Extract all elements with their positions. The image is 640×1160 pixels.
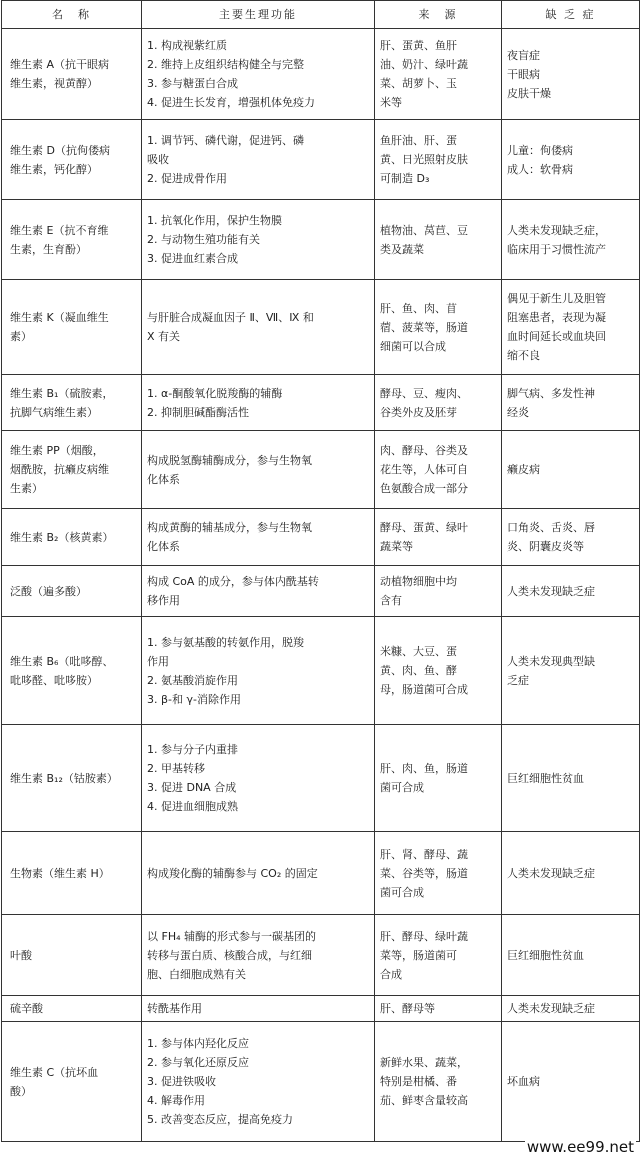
cell-line: 菌可合成 — [380, 885, 424, 899]
deficiency-cell — [502, 566, 640, 617]
functions-cell — [142, 617, 375, 725]
sources-cell — [375, 832, 502, 915]
table-row — [2, 617, 640, 725]
cell-line: 3. 促进铁吸收 — [147, 1075, 216, 1088]
deficiency-cell — [502, 120, 640, 200]
functions-cell — [142, 1022, 375, 1142]
cell-line: 含有 — [380, 594, 402, 607]
name-cell — [2, 280, 142, 375]
table-row — [2, 280, 640, 375]
cell-line: 转移与蛋白质、核酸合成，与红细 — [147, 948, 312, 962]
name-cell — [2, 915, 142, 996]
name-cell — [2, 375, 142, 431]
functions-cell — [142, 29, 375, 120]
deficiency-cell — [502, 200, 640, 280]
cell-line: 2. 维持上皮组织结构健全与完整 — [147, 58, 304, 71]
deficiency-cell — [502, 832, 640, 915]
cell-line: 肝、肾、酵母、蔬 — [380, 847, 468, 861]
cell-line: 谷类外皮及胚芽 — [380, 405, 457, 419]
table-body — [2, 29, 640, 1142]
cell-line: 花生等，人体可自 — [380, 463, 468, 476]
table-row — [2, 200, 640, 280]
cell-line: 肝、鱼、肉、苜 — [380, 301, 457, 315]
name-cell — [2, 509, 142, 566]
cell-line: 维生素 E（抗不育维 — [10, 223, 109, 237]
deficiency-cell — [502, 725, 640, 832]
cell-line: 2. 促进成骨作用 — [147, 172, 227, 185]
cell-line: 偶见于新生儿及胆管 — [507, 292, 606, 305]
cell-line: 维生素 A（抗干眼病 — [10, 58, 110, 71]
cell-line: 皮肤干燥 — [507, 86, 551, 100]
functions-cell — [142, 725, 375, 832]
cell-line: 癞皮病 — [507, 463, 540, 476]
cell-line: 作用 — [147, 654, 169, 668]
cell-line: 构成脱氢酶辅酶成分，参与生物氧 — [147, 453, 312, 467]
cell-line: 可制造 D₃ — [380, 172, 430, 185]
cell-line: 黄、肉、鱼、酵 — [380, 664, 457, 677]
cell-line: 3. β-和 γ-消除作用 — [147, 692, 241, 706]
cell-line: 儿童：佝偻病 — [507, 143, 573, 157]
sources-cell — [375, 725, 502, 832]
header-deficiency: 缺 乏 症 — [502, 1, 640, 29]
cell-line: 移作用 — [147, 594, 180, 607]
cell-line: 1. 参与体内羟化反应 — [147, 1037, 249, 1050]
cell-line: 吡哆醛、吡哆胺） — [10, 673, 98, 687]
cell-line: 酵母、蛋黄、绿叶 — [380, 521, 468, 534]
cell-line: 菜等，肠道菌可 — [380, 948, 457, 962]
cell-line: 肝、酵母等 — [380, 1002, 435, 1015]
header-sources: 来 源 — [375, 1, 502, 29]
functions-cell — [142, 120, 375, 200]
deficiency-cell — [502, 996, 640, 1022]
cell-line: 炎、阴囊皮炎等 — [507, 540, 584, 553]
name-cell — [2, 1022, 142, 1142]
deficiency-cell — [502, 375, 640, 431]
cell-line: 构成 CoA 的成分，参与体内酰基转 — [147, 575, 319, 588]
sources-cell — [375, 996, 502, 1022]
cell-line: 转酰基作用 — [147, 1002, 202, 1015]
functions-cell — [142, 200, 375, 280]
deficiency-cell — [502, 431, 640, 509]
cell-line: 人类未发现缺乏症 — [507, 1002, 595, 1015]
cell-line: Ⅹ 有关 — [147, 330, 181, 343]
deficiency-cell — [502, 1022, 640, 1142]
cell-line: 素） — [10, 330, 32, 343]
cell-line: 油、奶汁、绿叶蔬 — [380, 58, 468, 71]
cell-line: 特别是柑橘、番 — [380, 1075, 457, 1088]
cell-line: 坏血病 — [507, 1075, 540, 1088]
functions-cell — [142, 431, 375, 509]
table-header-row — [2, 1, 640, 29]
sources-cell — [375, 120, 502, 200]
functions-cell — [142, 915, 375, 996]
cell-line: 肝、酵母、绿叶蔬 — [380, 929, 468, 943]
deficiency-cell — [502, 915, 640, 996]
cell-line: 维生素，钙化醇） — [10, 162, 98, 176]
name-cell — [2, 617, 142, 725]
sources-cell — [375, 200, 502, 280]
cell-line: 吸收 — [147, 153, 169, 166]
cell-line: 临床用于习惯性流产 — [507, 242, 606, 256]
sources-cell — [375, 509, 502, 566]
cell-line: 维生素 D（抗佝偻病 — [10, 143, 110, 157]
cell-line: 维生素 B₁（硫胺素， — [10, 386, 114, 400]
cell-line: 2. 氨基酸消旋作用 — [147, 673, 238, 687]
cell-line: 肉、酵母、谷类及 — [380, 444, 468, 457]
cell-line: 胞、白细胞成熟有关 — [147, 967, 246, 981]
cell-line: 脚气病、多发性神 — [507, 386, 595, 400]
sources-cell — [375, 1022, 502, 1142]
sources-cell — [375, 617, 502, 725]
cell-line: 维生素 B₁₂（钴胺素） — [10, 771, 118, 785]
deficiency-cell — [502, 280, 640, 375]
table-row — [2, 915, 640, 996]
table-row — [2, 725, 640, 832]
sources-cell — [375, 566, 502, 617]
cell-line: 蓿、菠菜等，肠道 — [380, 320, 468, 334]
name-cell — [2, 566, 142, 617]
vitamin-table — [1, 0, 640, 1142]
cell-line: 泛酸（遍多酸） — [10, 584, 87, 598]
cell-line: 乏症 — [507, 673, 529, 687]
deficiency-cell — [502, 29, 640, 120]
cell-line: 5. 改善变态反应，提高免疫力 — [147, 1113, 293, 1126]
cell-line: 抗脚气病维生素） — [10, 405, 98, 419]
sources-cell — [375, 915, 502, 996]
cell-line: 母，肠道菌可合成 — [380, 683, 468, 696]
cell-line: 经炎 — [507, 405, 529, 419]
cell-line: 生素，生育酚） — [10, 242, 87, 256]
sources-cell — [375, 29, 502, 120]
cell-line: 维生素 PP（烟酸， — [10, 444, 104, 457]
cell-line: 细菌可以合成 — [380, 339, 446, 353]
cell-line: 化体系 — [147, 472, 180, 486]
table-row — [2, 1022, 640, 1142]
cell-line: 菜、胡萝卜、玉 — [380, 77, 457, 90]
cell-line: 3. 参与糖蛋白合成 — [147, 77, 238, 90]
cell-line: 蔬菜等 — [380, 540, 413, 553]
cell-line: 茄、鲜枣含量较高 — [380, 1094, 468, 1107]
name-cell — [2, 120, 142, 200]
table-row — [2, 996, 640, 1022]
cell-line: 肝、蛋黄、鱼肝 — [380, 39, 457, 52]
functions-cell — [142, 375, 375, 431]
functions-cell — [142, 280, 375, 375]
cell-line: 构成羧化酶的辅酶参与 CO₂ 的固定 — [147, 866, 318, 880]
cell-line: 阻塞患者，表现为凝 — [507, 311, 606, 324]
cell-line: 米等 — [380, 96, 402, 109]
cell-line: 4. 促进生长发育，增强机体免疫力 — [147, 96, 315, 109]
sources-cell — [375, 280, 502, 375]
cell-line: 1. 抗氧化作用，保护生物膜 — [147, 214, 282, 227]
table-row — [2, 431, 640, 509]
name-cell — [2, 29, 142, 120]
cell-line: 2. 抑制胆碱酯酶活性 — [147, 405, 249, 419]
header-functions: 主要生理功能 — [142, 1, 375, 29]
cell-line: 人类未发现典型缺 — [507, 654, 595, 668]
cell-line: 1. 参与氨基酸的转氨作用，脱羧 — [147, 635, 304, 649]
name-cell — [2, 431, 142, 509]
deficiency-cell — [502, 509, 640, 566]
cell-line: 色氨酸合成一部分 — [380, 482, 468, 495]
cell-line: 人类未发现缺乏症， — [507, 223, 606, 237]
cell-line: 酵母、豆、瘦肉、 — [380, 386, 468, 400]
cell-line: 人类未发现缺乏症 — [507, 584, 595, 598]
cell-line: 化体系 — [147, 540, 180, 553]
cell-line: 维生素 C（抗坏血 — [10, 1065, 99, 1079]
cell-line: 血时间延长或血块回 — [507, 330, 606, 343]
name-cell — [2, 725, 142, 832]
cell-line: 维生素，视黄醇） — [10, 77, 98, 90]
cell-line: 4. 解毒作用 — [147, 1094, 205, 1107]
cell-line: 类及蔬菜 — [380, 242, 424, 256]
cell-line: 鱼肝油、肝、蛋 — [380, 134, 457, 147]
table-row — [2, 509, 640, 566]
cell-line: 3. 促进血红素合成 — [147, 252, 238, 265]
cell-line: 生物素（维生素 H） — [10, 866, 110, 880]
cell-line: 维生素 B₂（核黄素） — [10, 530, 114, 544]
cell-line: 酸） — [10, 1084, 32, 1098]
functions-cell — [142, 509, 375, 566]
name-cell — [2, 200, 142, 280]
sources-cell — [375, 375, 502, 431]
table-row — [2, 832, 640, 915]
table-row — [2, 375, 640, 431]
cell-line: 3. 促进 DNA 合成 — [147, 781, 237, 794]
cell-line: 新鲜水果、蔬菜， — [380, 1056, 468, 1069]
cell-line: 干眼病 — [507, 67, 540, 81]
cell-line: 菜、谷类等，肠道 — [380, 866, 468, 880]
cell-line: 巨红细胞性贫血 — [507, 948, 584, 962]
cell-line: 1. 参与分子内重排 — [147, 743, 238, 756]
cell-line: 植物油、莴苣、豆 — [380, 223, 468, 237]
functions-cell — [142, 996, 375, 1022]
cell-line: 缩不良 — [507, 349, 540, 362]
cell-line: 人类未发现缺乏症 — [507, 866, 595, 880]
cell-line: 合成 — [380, 967, 402, 981]
cell-line: 以 FH₄ 辅酶的形式参与一碳基团的 — [147, 929, 317, 943]
cell-line: 维生素 K（凝血维生 — [10, 311, 109, 324]
cell-line: 1. 构成视紫红质 — [147, 39, 227, 52]
deficiency-cell — [502, 617, 640, 725]
cell-line: 硫辛酸 — [10, 1002, 43, 1015]
functions-cell — [142, 832, 375, 915]
cell-line: 夜盲症 — [507, 48, 540, 62]
cell-line: 1. 调节钙、磷代谢，促进钙、磷 — [147, 134, 304, 147]
functions-cell — [142, 566, 375, 617]
watermark: www.ee99.net — [526, 1138, 634, 1156]
cell-line: 维生素 B₆（吡哆醇、 — [10, 654, 114, 668]
table-row — [2, 120, 640, 200]
cell-line: 4. 促进血细胞成熟 — [147, 800, 238, 813]
cell-line: 烟酰胺，抗癞皮病维 — [10, 463, 109, 476]
cell-line: 生素） — [10, 482, 43, 495]
cell-line: 2. 与动物生殖功能有关 — [147, 233, 260, 246]
name-cell — [2, 832, 142, 915]
cell-line: 动植物细胞中均 — [380, 575, 457, 588]
table-row — [2, 566, 640, 617]
cell-line: 2. 参与氧化还原反应 — [147, 1056, 249, 1069]
cell-line: 成人：软骨病 — [507, 162, 573, 176]
cell-line: 口角炎、舌炎、唇 — [507, 521, 595, 534]
table-row — [2, 29, 640, 120]
cell-line: 2. 甲基转移 — [147, 762, 205, 775]
cell-line: 黄、日光照射皮肤 — [380, 153, 468, 166]
cell-line: 与肝脏合成凝血因子 Ⅱ、Ⅶ、Ⅸ 和 — [147, 311, 314, 324]
cell-line: 构成黄酶的辅基成分，参与生物氧 — [147, 521, 312, 534]
header-name: 名 称 — [2, 1, 142, 29]
cell-line: 菌可合成 — [380, 781, 424, 794]
cell-line: 叶酸 — [10, 948, 32, 962]
cell-line: 1. α-酮酸氧化脱羧酶的辅酶 — [147, 386, 283, 400]
cell-line: 米糠、大豆、蛋 — [380, 645, 457, 658]
name-cell — [2, 996, 142, 1022]
cell-line: 巨红细胞性贫血 — [507, 771, 584, 785]
cell-line: 肝、肉、鱼，肠道 — [380, 762, 468, 775]
sources-cell — [375, 431, 502, 509]
